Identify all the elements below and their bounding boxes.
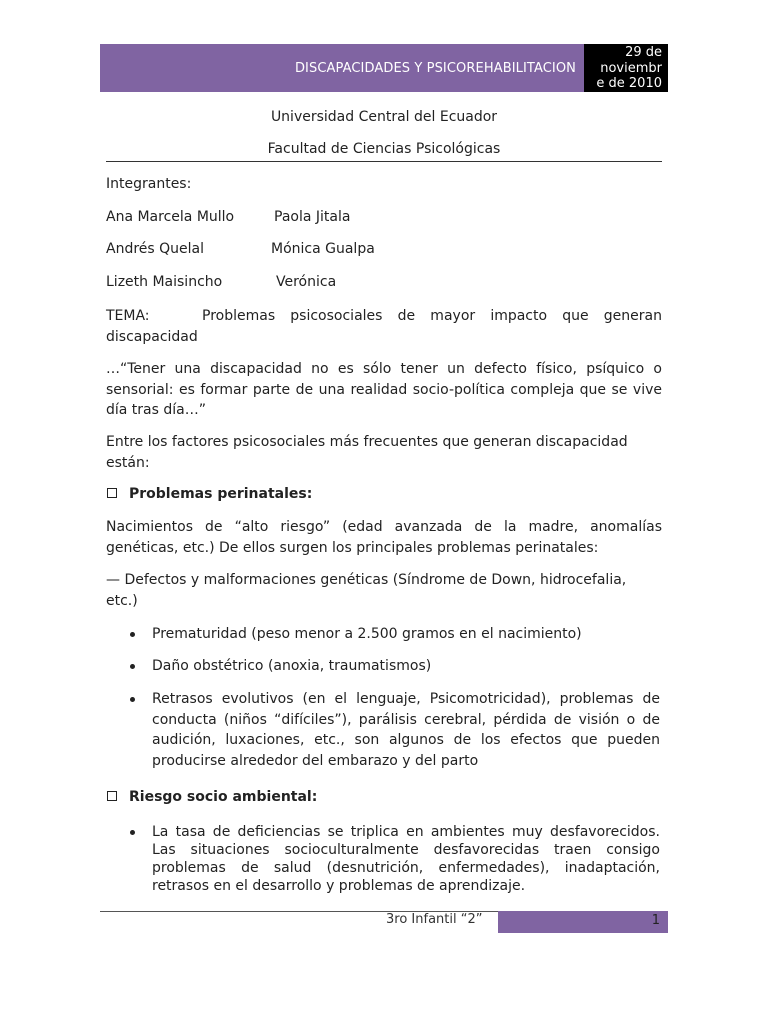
member-name: Lizeth Maisincho [106, 274, 223, 290]
header-date-line: e de 2010 [596, 76, 662, 91]
member-row [106, 209, 351, 225]
list-item-text: La tasa de deficiencias se triplica en ambientes muy desfavorecidos. Las situaciones socioculturalmente desfavorecidas traen consigo problemas de salud (desnutrición, enfermedades), inadaptación, retrasos en el desarrollo y problemas de aprendizaje. [152, 824, 660, 894]
title-divider [106, 161, 662, 162]
header-title: DISCAPACIDADES Y PSICOREHABILITACION [294, 61, 576, 76]
section-heading-socio-ambiental [107, 789, 317, 805]
member-name: Andrés Quelal [106, 241, 205, 257]
header-date [584, 44, 668, 92]
dash-item: — Defectos y malformaciones genéticas (Síndrome de Down, hidrocefalia, etc.) [106, 572, 627, 609]
bullet-icon [130, 664, 135, 669]
quote-paragraph: …“Tener una discapacidad no es sólo tener un defecto físico, psíquico o sensorial: es formar parte de una realidad socio-política compleja que se vive día tras día…” [106, 361, 662, 418]
list-item [152, 656, 660, 677]
members-label: Integrantes: [106, 176, 192, 192]
footer-text: 3ro Infantil “2” [386, 912, 483, 927]
member-name: Ana Marcela Mullo [106, 209, 235, 225]
member-name: Mónica Gualpa [271, 241, 375, 257]
perinatal-paragraph: Nacimientos de “alto riesgo” (edad avanzada de la madre, anomalías genéticas, etc.) De ellos surgen los principales problemas perinatales: [106, 519, 662, 556]
checkbox-square-icon [107, 791, 117, 801]
member-name: Paola Jitala [274, 209, 351, 225]
topic-label: TEMA: [106, 308, 150, 324]
university-name: Universidad Central del Ecuador [270, 109, 498, 125]
topic-text-cont: discapacidad [106, 328, 198, 345]
member-name: Verónica [276, 274, 337, 290]
member-row [106, 241, 375, 257]
bullet-icon [130, 697, 135, 702]
page-number: 1 [651, 913, 660, 928]
list-item [152, 624, 660, 645]
bullet-icon [130, 632, 135, 637]
faculty-name: Facultad de Ciencias Psicológicas [267, 141, 501, 157]
bullet-icon [130, 830, 135, 835]
header-date-line: noviembr [600, 60, 662, 76]
checkbox-square-icon [107, 488, 117, 498]
member-row [106, 274, 337, 290]
topic-text: Problemas psicosociales de mayor impacto que generan [202, 308, 662, 324]
list-item-text: Prematuridad (peso menor a 2.500 gramos en el nacimiento) [152, 626, 582, 642]
list-item [152, 823, 660, 895]
header-date-line: 29 de [625, 45, 662, 60]
footer-band [498, 911, 668, 933]
list-item [152, 689, 660, 771]
list-item-text: Retrasos evolutivos (en el lenguaje, Psicomotricidad), problemas de conducta (niños “difíciles”), parálisis cerebral, pérdida de visión o de audición, luxaciones, etc., son algunos de los efectos que pueden producirse alrededor del embarazo y del parto [152, 691, 660, 769]
section-heading-text: Riesgo socio ambiental: [129, 789, 318, 805]
header-band [100, 44, 584, 92]
intro-paragraph: Entre los factores psicosociales más frecuentes que generan discapacidad están: [106, 434, 628, 471]
section-heading-perinatal [107, 486, 312, 502]
topic-block [106, 306, 662, 347]
section-heading-text: Problemas perinatales: [129, 486, 313, 502]
list-item-text: Daño obstétrico (anoxia, traumatismos) [152, 658, 432, 674]
